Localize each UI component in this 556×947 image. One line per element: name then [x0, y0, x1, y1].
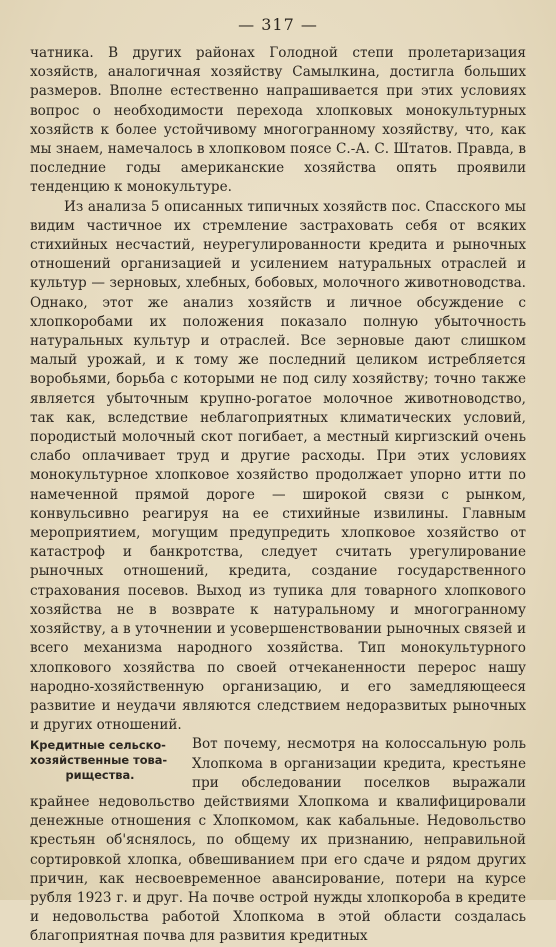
- margin-heading-line: хозяйственные това-: [30, 753, 168, 768]
- paragraph-2: Из анализа 5 описанных типичных хозяйств пос. Спасского мы видим частичное их стремление застраховать себя от всяких стихийных несчастий, неурегулированности кредита и рыночных отношений организацией и усилением натуральных отраслей и культур — зерновых, хлебных, бобовых, молочного животноводства. Однако, этот же анализ хозяйств и личное обсуждение с хлопкоробами их положения показало полную убыточность натуральных культур и отраслей. Все зерновые дают слишком малый урожай, и к тому же последний целиком истребляется воробьями, борьба с которыми не под силу хозяйству; точно также является убыточным крупно-рогатое молочное животноводство, так как, вследствие неблагоприятных климатических условий, породистый молочный скот погибает, а местный киргизский очень слабо оплачивает труд и другие расходы. При этих условиях монокультурное хлопковое хозяйство продолжает упорно итти по намеченной прямой дороге — широкой связи с рынком, конвульсивно реагируя на ее стихийные извилины. Главным мероприятием, могущим предупредить хлопковое хозяйство от катастроф и банкротства, следует считать урегулирование рыночных отношений, кредита, создание государственного страхования посевов. Выход из тупика для товарного хлопкового хозяйства не в возврате к натуральному и многогранному хозяйству, а в уточнении и усовершенствовании рыночных связей и всего механизма народного хозяйства. Тип монокультурного хлопкового хозяйства по своей отчеканенности перерос нашу народно-хозяйственную организацию, и его замедляющееся развитие и неудачи являются следствием недоразвитых рыночных и других отношений.: [30, 198, 526, 734]
- section-credit-cooperatives: [30, 735, 526, 946]
- margin-heading-line: рищества.: [65, 768, 135, 783]
- paragraph-3: Вот почему, несмотря на колоссальную роль Хлопкома в организации кредита, крестьяне при обследовании поселков выражали крайнее недовольство действиями Хлопкома и квалифицировали денежные отношения с Хлопкомом, как кабальные. Недовольство крестьян об'яснялось, по общему их признанию, неправильной сортировкой хлопка, обвешиванием при его сдаче и рядом других причин, как несвоевременное авансирование, потери на курсе рубля 1923 г. и друг. На почве острой нужды хлопкороба в кредите и недовольства работой Хлопкома в этой области создалась благоприятная почва для развития кредитных: [30, 736, 526, 945]
- margin-heading: [30, 738, 180, 783]
- page-number: — 317 —: [238, 15, 318, 34]
- margin-heading-line: Кредитные сельско-: [30, 738, 166, 753]
- paragraph-1: чатника. В других районах Голодной степи пролетаризация хозяйств, аналогичная хозяйству Самылкина, достигла больших размеров. Вполне естественно напрашивается при этих условиях вопрос о необходимости перехода хлопковых монокультурных хозяйств к более устойчивому многогранному хозяйству, что, как мы знаем, намечалось в хлопковом поясе С.-А. С. Штатов. Правда, в последние годы американские хозяйства опять проявили тенденцию к монокультуре.: [30, 45, 526, 196]
